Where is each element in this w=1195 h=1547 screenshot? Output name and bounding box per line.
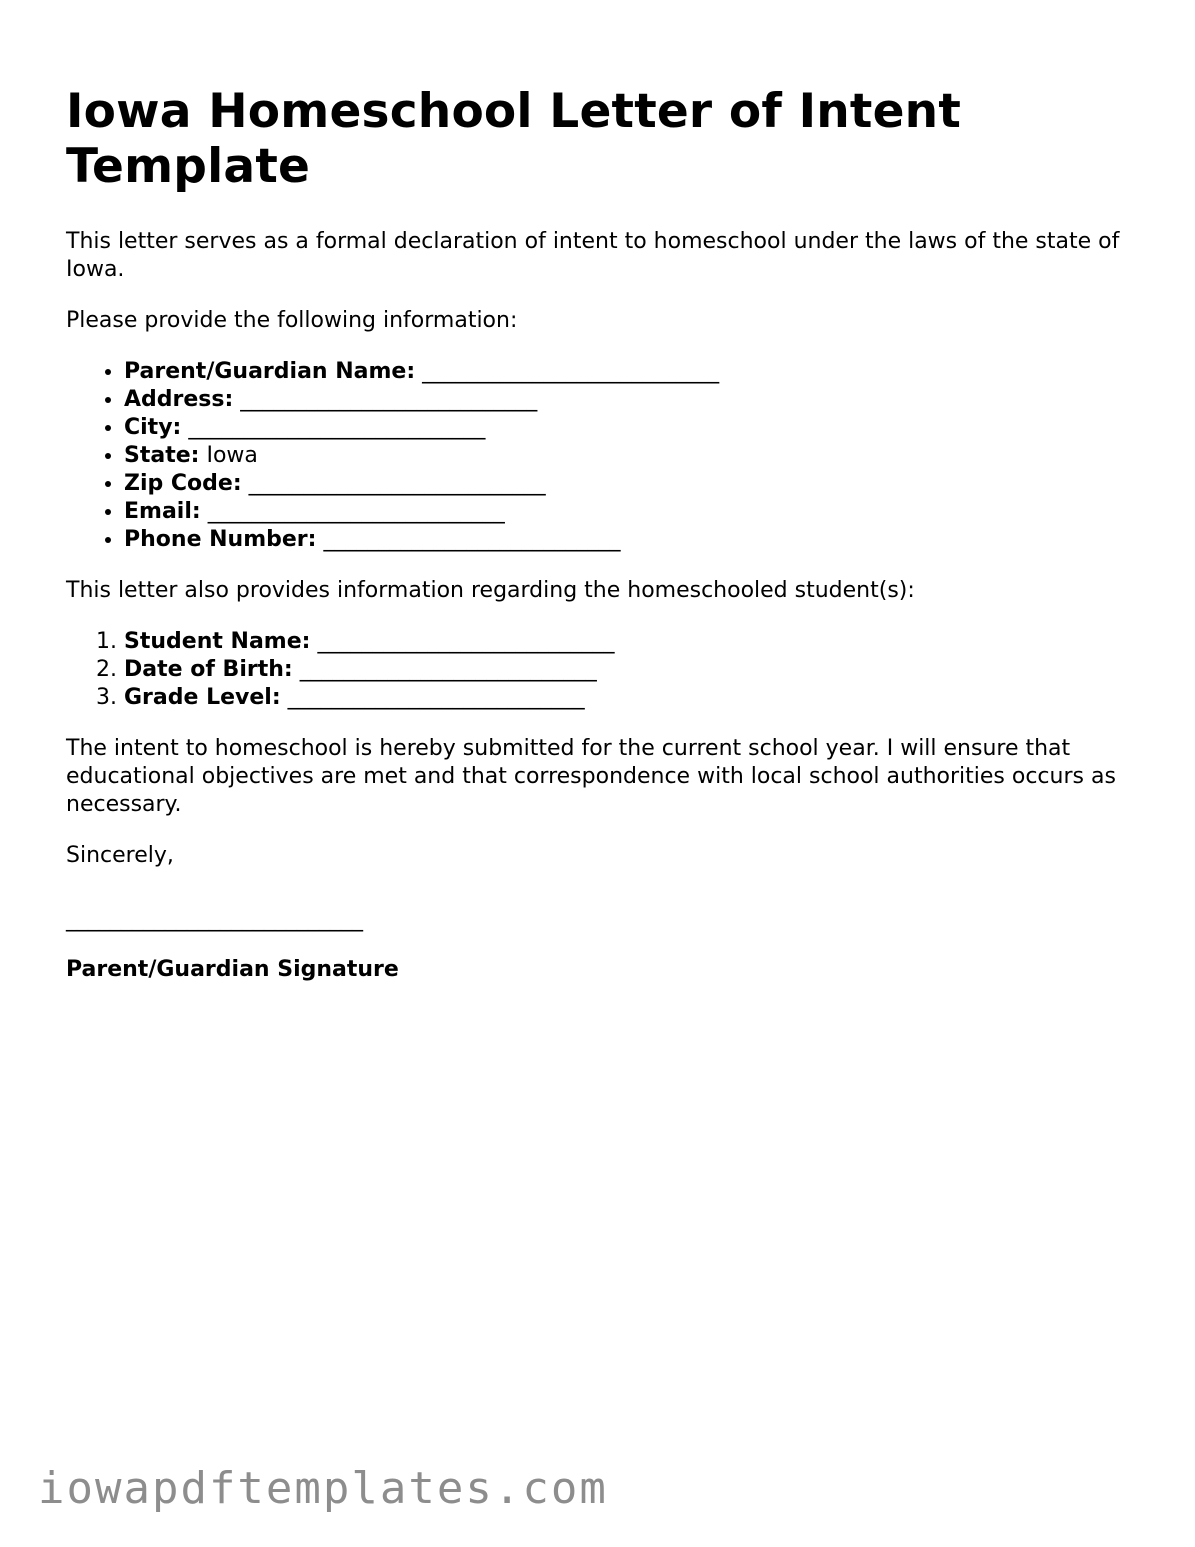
city-blank[interactable]: ___________________________ bbox=[188, 415, 486, 440]
address-blank[interactable]: ___________________________ bbox=[240, 387, 538, 412]
field-label: Grade Level: bbox=[124, 685, 281, 710]
phone-number-blank[interactable]: ___________________________ bbox=[323, 527, 621, 552]
list-item-address bbox=[124, 386, 1136, 414]
signature-label: Parent/Guardian Signature bbox=[66, 957, 399, 982]
field-label: State: bbox=[124, 443, 200, 468]
student-intro: This letter also provides information regarding the homeschooled student(s): bbox=[66, 578, 915, 603]
watermark: iowapdftemplates.com bbox=[38, 1463, 608, 1514]
field-label: Zip Code: bbox=[124, 471, 242, 496]
email-blank[interactable]: ___________________________ bbox=[207, 499, 505, 524]
student-info-list bbox=[66, 628, 1136, 712]
signature-line[interactable]: ___________________________ bbox=[66, 907, 363, 932]
document-page bbox=[66, 84, 1136, 1007]
field-label: Address: bbox=[124, 387, 234, 412]
field-label: Student Name: bbox=[124, 629, 311, 654]
list-item-phone bbox=[124, 526, 1136, 554]
sign-off: Sincerely, bbox=[66, 843, 174, 868]
closing-paragraph: The intent to homeschool is hereby submitted for the current school year. I will ensure that educational objectives are met and that correspondence with local school authorities occurs as necessary. bbox=[66, 736, 1116, 817]
list-item-date-of-birth bbox=[124, 656, 1136, 684]
parent-info-list bbox=[66, 358, 1136, 554]
intro-paragraph: This letter serves as a formal declaration of intent to homeschool under the laws of the state of Iowa. bbox=[66, 229, 1120, 282]
zip-code-blank[interactable]: ___________________________ bbox=[248, 471, 546, 496]
field-label: City: bbox=[124, 415, 182, 440]
grade-level-blank[interactable]: ___________________________ bbox=[287, 685, 585, 710]
student-name-blank[interactable]: ___________________________ bbox=[317, 629, 615, 654]
page-title: Iowa Homeschool Letter of Intent Template bbox=[66, 84, 961, 194]
list-item-city bbox=[124, 414, 1136, 442]
field-label: Date of Birth: bbox=[124, 657, 293, 682]
list-item-grade-level bbox=[124, 684, 1136, 712]
field-label: Parent/Guardian Name: bbox=[124, 359, 416, 384]
list-item-student-name bbox=[124, 628, 1136, 656]
field-label: Phone Number: bbox=[124, 527, 317, 552]
state-value: Iowa bbox=[206, 443, 258, 468]
info-prompt: Please provide the following information: bbox=[66, 308, 518, 333]
date-of-birth-blank[interactable]: ___________________________ bbox=[299, 657, 597, 682]
list-item-email bbox=[124, 498, 1136, 526]
list-item-state bbox=[124, 442, 1136, 470]
list-item-parent-name bbox=[124, 358, 1136, 386]
parent-name-blank[interactable]: ___________________________ bbox=[422, 359, 720, 384]
list-item-zip bbox=[124, 470, 1136, 498]
field-label: Email: bbox=[124, 499, 201, 524]
